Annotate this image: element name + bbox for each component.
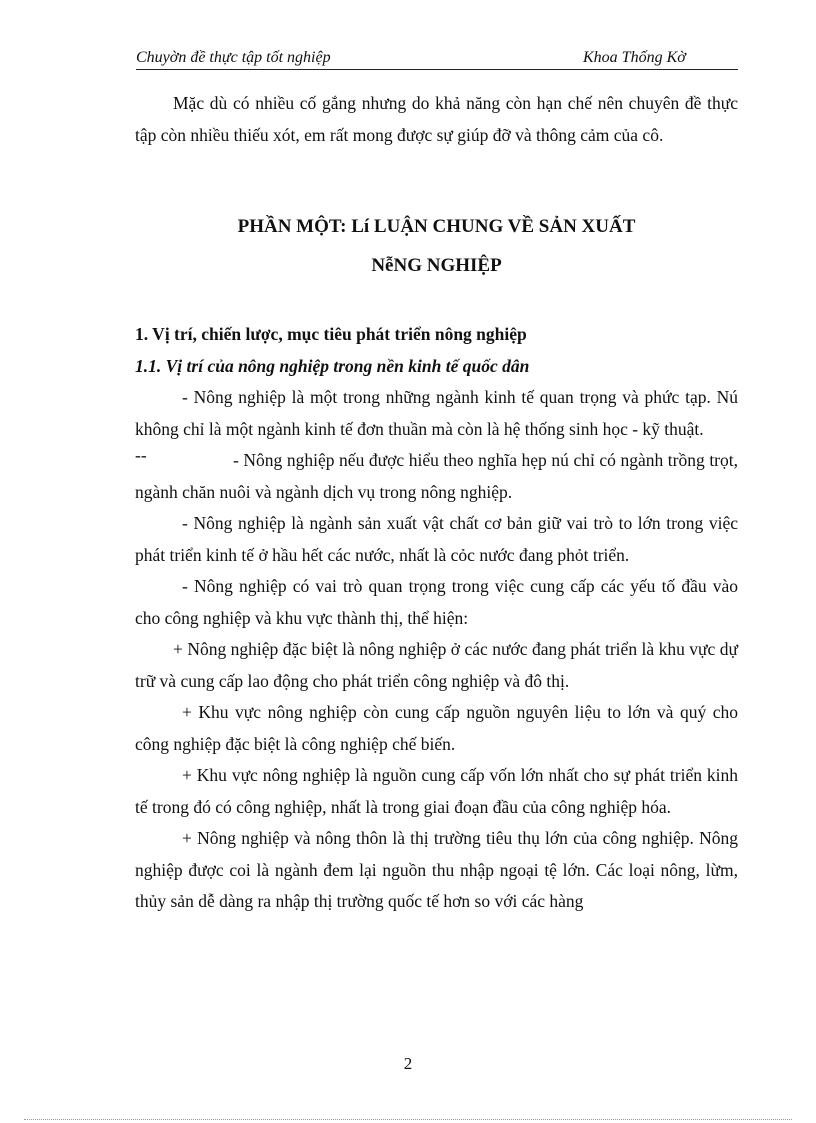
paragraph-2-mark: -- [135,445,147,465]
page-header [136,47,738,70]
paragraph-1: - Nông nghiệp là một trong những ngành kinh tế quan trọng và phức tạp. Nú không chỉ là một ngành kinh tế đơn thuần mà còn là hệ thống sinh học - kỹ thuật. [135,387,738,439]
intro-paragraph: Mặc dù có nhiều cố gắng nhưng do khả năng còn hạn chế nên chuyên đề thực tập còn nhiều thiếu xót, em rất mong được sự giúp đỡ và thông cảm của cô. [135,93,738,145]
paragraph-6: + Khu vực nông nghiệp còn cung cấp nguồn nguyên liệu to lớn và quý cho công nghiệp đặc biệt là công nghiệp chế biến. [135,702,738,754]
subsection-heading: 1.1. Vị trí của nông nghiệp trong nền kinh tế quốc dân [135,355,530,376]
paragraph-4: - Nông nghiệp có vai trò quan trọng trong việc cung cấp các yếu tố đầu vào cho công nghiệp và khu vực thành thị, thể hiện: [135,576,738,628]
page-body [135,88,738,918]
header-document-title: Chuyờn đề thực tập tốt nghiệp [136,49,331,66]
page-bottom-divider [24,1119,792,1120]
header-faculty: Khoa Thống Kờ [583,49,686,66]
page-number: 2 [403,1054,413,1073]
paragraph-2-row [135,445,738,508]
section-heading: 1. Vị trí, chiến lược, mục tiêu phát triển nông nghiệp [135,324,527,344]
paragraph-5: + Nông nghiệp đặc biệt là nông nghiệp ở các nước đang phát triển là khu vực dự trữ và cung cấp lao động cho phát triển công nghiệp và đô thị. [135,639,738,691]
chapter-title-line-2: NễNG NGHIỆP [371,255,502,276]
paragraph-2: - Nông nghiệp nếu được hiểu theo nghĩa hẹp nú chỉ có ngành trồng trọt, ngành chăn nuôi và ngành dịch vụ trong nông nghiệp. [135,450,738,502]
paragraph-8: + Nông nghiệp và nông thôn là thị trường tiêu thụ lớn của công nghiệp. Nông nghiệp được coi là ngành đem lại nguồn thu nhập ngoại tệ lớn. Các loại nông, lừm, thủy sản dễ dàng ra nhập thị trường quốc tế hơn so với các hàng [135,828,738,911]
paragraph-7: + Khu vực nông nghiệp là nguồn cung cấp vốn lớn nhất cho sự phát triển kinh tế trong đó có công nghiệp, nhất là trong giai đoạn đầu của công nghiệp hóa. [135,765,738,817]
paragraph-3: - Nông nghiệp là ngành sản xuất vật chất cơ bản giữ vai trò to lớn trong việc phát triển kinh tế ở hầu hết các nước, nhất là cỏc nước đang phỏt triển. [135,513,738,565]
chapter-title [135,207,738,285]
chapter-title-line-1: PHẦN MỘT: Lí LUẬN CHUNG VỀ SẢN XUẤT [237,216,636,237]
